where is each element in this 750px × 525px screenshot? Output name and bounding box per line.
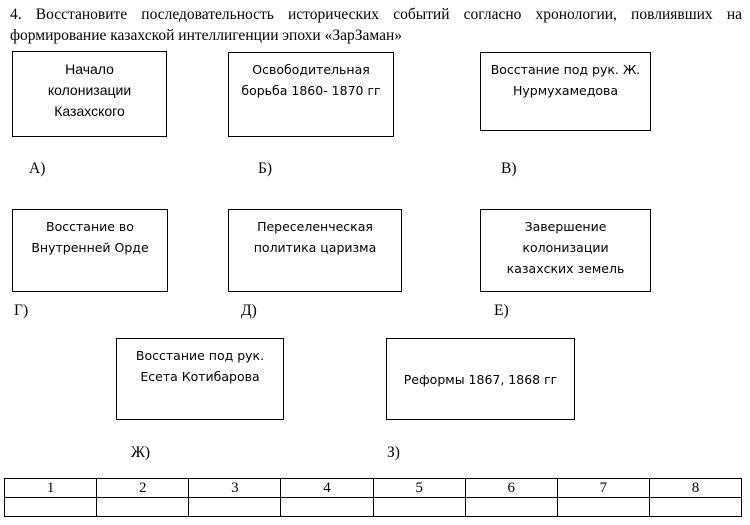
event-text-e: Завершение колонизации казахских земель [506,219,625,276]
letter-a: А) [29,160,46,177]
answer-table-input-row [5,498,742,517]
answer-header-cell: 5 [373,479,465,498]
event-text-v: Восстание под рук. Ж. Нурмухамедова [490,62,641,98]
answer-cell[interactable] [189,498,281,517]
answer-cell[interactable] [373,498,465,517]
answer-header-cell: 6 [465,479,557,498]
answer-header-cell: 4 [281,479,373,498]
letter-v: В) [501,160,517,177]
event-text-a: Начало колонизации Казахского [47,61,132,119]
event-text-g: Восстание во Внутренней Орде [31,219,149,255]
answer-table [4,478,742,517]
answer-header-cell: 2 [97,479,189,498]
letter-g: Г) [14,302,29,319]
event-box-v [480,52,651,131]
event-box-d [228,209,402,292]
answer-cell[interactable] [465,498,557,517]
event-box-zh [116,338,284,420]
answer-header-cell: 7 [557,479,649,498]
event-text-z: Реформы 1867, 1868 гг [403,371,558,387]
answer-header-cell: 8 [649,479,741,498]
letter-zh: Ж) [131,444,151,461]
letter-d: Д) [241,302,257,319]
letter-b: Б) [258,160,273,177]
letter-e: Е) [494,302,509,319]
answer-cell[interactable] [5,498,97,517]
event-text-zh: Восстание под рук. Есета Котибарова [135,348,265,384]
event-box-a [12,51,167,137]
answer-table-header-row [5,479,742,498]
answer-cell[interactable] [97,498,189,517]
event-box-b [228,52,394,137]
answer-cell[interactable] [281,498,373,517]
event-text-d: Переселенческая политика царизма [253,219,377,255]
event-box-g [12,209,168,292]
answer-cell[interactable] [557,498,649,517]
question-text: 4. Восстановите последовательность исторических событий согласно хронологии, повлиявших на формирование казахской интеллигенции эпохи «ЗарЗаман» [10,6,742,44]
answer-header-cell: 3 [189,479,281,498]
event-text-b: Освободительная борьба 1860- 1870 гг [241,62,381,98]
event-box-z [386,338,575,420]
answer-cell[interactable] [649,498,741,517]
event-box-e [480,209,651,292]
letter-z: З) [387,444,400,461]
answer-header-cell: 1 [5,479,97,498]
